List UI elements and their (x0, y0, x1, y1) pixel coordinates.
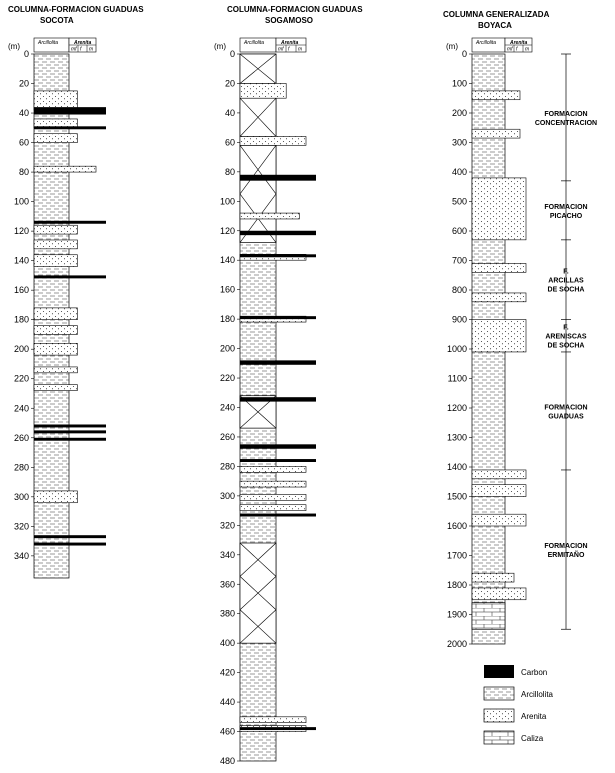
sandstone-bed (472, 588, 526, 600)
sandstone-bed (240, 494, 306, 500)
depth-tick-label: 320 (219, 520, 235, 531)
depth-tick-label: 400 (451, 167, 467, 177)
legend-label-argillite: Arcillolita (521, 690, 554, 699)
column-title-line2: SOCOTA (40, 16, 74, 25)
sandstone-bed (240, 83, 286, 98)
coal-bed (240, 360, 316, 364)
sandstone-bed (34, 166, 96, 172)
sandstone-bed (34, 491, 77, 503)
depth-tick-label: 1800 (446, 580, 467, 590)
sandstone-bed (472, 320, 526, 352)
sandstone-bed (472, 263, 526, 272)
coal-bed (240, 231, 316, 235)
sandstone-bed (472, 514, 526, 526)
coal-bed (240, 727, 316, 730)
depth-tick-label: 900 (451, 314, 467, 325)
sandstone-bed (240, 717, 306, 723)
column-title-line2: BOYACA (478, 21, 512, 30)
depth-tick-label: 260 (13, 432, 29, 443)
column-body (446, 38, 597, 649)
depth-tick-label: 1300 (446, 432, 467, 443)
formation-label: FORMACION CONCENTRACION (534, 110, 598, 127)
sandstone-bed (34, 255, 77, 267)
depth-tick-label: 40 (18, 108, 29, 119)
coal-bed (34, 430, 106, 433)
coal-bed (240, 175, 316, 181)
grain-size-label: mf (71, 46, 77, 53)
depth-tick-label: 60 (224, 137, 235, 148)
depth-tick-label: 240 (13, 403, 29, 414)
coal-bed (34, 424, 106, 427)
covered-interval (240, 145, 276, 242)
depth-tick-label: 1100 (447, 373, 467, 384)
column-sogamoso (214, 5, 363, 766)
limestone-bed (472, 603, 505, 630)
grain-size-label: m (89, 46, 94, 53)
depth-tick-label: 300 (219, 490, 235, 501)
sandstone-bed (472, 573, 514, 582)
sandstone-bed (34, 134, 77, 143)
depth-tick-label: 1900 (446, 609, 467, 620)
coal-bed (240, 397, 316, 401)
coal-bed (34, 126, 106, 129)
coal-bed (240, 444, 316, 448)
depth-tick-label: 100 (451, 78, 467, 89)
formation-label: F. ARCILLAS DE SOCHA (547, 268, 585, 294)
depth-tick-label: 1000 (446, 344, 467, 354)
coal-bed (34, 275, 106, 278)
formation-label: F. ARENISCAS DE SOCHA (545, 324, 587, 350)
depth-tick-label: 160 (13, 285, 29, 296)
sandstone-bed (240, 136, 306, 145)
depth-tick-label: 340 (219, 549, 235, 560)
header-sandstone-label: Arenita (74, 40, 92, 46)
depth-tick-label: 60 (18, 137, 29, 148)
depth-unit-label: (m) (8, 42, 20, 51)
depth-tick-label: 360 (219, 579, 235, 590)
depth-tick-label: 400 (219, 638, 235, 649)
legend-swatch-limestone (484, 731, 514, 744)
depth-tick-label: 500 (451, 196, 467, 207)
legend-swatch-argillite (484, 687, 514, 700)
depth-tick-label: 280 (13, 462, 29, 473)
depth-tick-label: 1700 (446, 550, 467, 561)
grain-size-label: mf (278, 46, 284, 53)
depth-tick-label: 380 (219, 608, 235, 619)
depth-tick-label: 80 (18, 167, 29, 178)
coal-bed (34, 535, 106, 538)
depth-tick-label: 200 (451, 108, 467, 118)
depth-tick-label: 200 (13, 344, 29, 355)
depth-tick-label: 480 (219, 756, 235, 766)
sandstone-bed (472, 178, 526, 240)
depth-tick-label: 0 (229, 49, 235, 59)
legend-label-sandstone: Arenita (521, 712, 547, 721)
depth-tick-label: 180 (13, 314, 29, 325)
depth-tick-label: 440 (219, 697, 235, 708)
sandstone-bed (472, 91, 520, 100)
header-argillite-label: Arcillolita (476, 40, 497, 46)
depth-tick-label: 180 (219, 314, 235, 325)
depth-tick-label: 600 (451, 226, 467, 236)
depth-tick-label: 100 (219, 196, 235, 207)
header-sandstone-label: Arenita (510, 40, 528, 46)
depth-tick-label: 220 (219, 373, 235, 384)
sandstone-bed (34, 343, 77, 355)
sandstone-bed (34, 367, 77, 373)
depth-tick-label: 20 (18, 78, 29, 89)
column-title-line1: COLUMNA-FORMACION GUADUAS (227, 5, 363, 14)
depth-tick-label: 120 (219, 225, 235, 236)
coal-bed (34, 107, 106, 114)
coal-bed (240, 254, 316, 257)
depth-tick-label: 340 (13, 550, 29, 561)
sandstone-bed (472, 470, 526, 479)
formation-label: FORMACION PICACHO (544, 203, 588, 220)
coal-bed (240, 316, 316, 319)
depth-tick-label: 2000 (446, 639, 467, 649)
depth-tick-label: 1200 (446, 403, 467, 413)
depth-tick-label: 320 (13, 521, 29, 532)
depth-tick-label: 280 (219, 461, 235, 472)
column-boyaca (443, 10, 597, 649)
depth-tick-label: 300 (451, 137, 467, 148)
formation-label: FORMACION GUADUAS (544, 404, 588, 421)
header-argillite-label: Arcillolita (38, 40, 59, 46)
grain-size-label: f (516, 46, 518, 53)
column-socota (8, 5, 144, 578)
header-sandstone-label: Arenita (281, 40, 299, 46)
column-title-line2: SOGAMOSO (265, 16, 314, 25)
sandstone-bed (34, 225, 77, 234)
sandstone-bed (34, 240, 77, 249)
coal-bed (34, 438, 106, 441)
column-title-line1: COLUMNA GENERALIZADA (443, 10, 550, 19)
depth-tick-label: 700 (451, 255, 467, 266)
sandstone-bed (472, 485, 526, 497)
grain-size-label: mf (507, 46, 513, 53)
depth-tick-label: 120 (13, 226, 29, 237)
sandstone-bed (34, 308, 77, 320)
sandstone-bed (472, 129, 520, 138)
depth-tick-label: 20 (224, 78, 235, 89)
grain-size-label: f (288, 46, 290, 53)
depth-tick-label: 140 (219, 255, 235, 266)
depth-tick-label: 100 (13, 196, 29, 207)
depth-tick-label: 460 (219, 726, 235, 737)
depth-tick-label: 220 (13, 373, 29, 384)
depth-tick-label: 240 (219, 402, 235, 413)
depth-tick-label: 140 (13, 255, 29, 266)
depth-tick-label: 40 (224, 107, 235, 118)
header-argillite-label: Arcillolita (244, 40, 265, 46)
legend-swatch-coal (484, 665, 514, 678)
sandstone-bed (34, 326, 77, 335)
depth-tick-label: 80 (224, 166, 235, 177)
depth-unit-label: (m) (214, 42, 226, 51)
depth-tick-label: 0 (23, 49, 29, 59)
depth-tick-label: 160 (219, 284, 235, 295)
depth-tick-label: 1600 (446, 521, 467, 531)
column-body (214, 38, 316, 766)
legend-label-coal: Carbon (521, 668, 548, 677)
depth-tick-label: 1500 (446, 491, 467, 502)
column-body (8, 38, 106, 578)
grain-size-label: f (80, 46, 82, 53)
depth-tick-label: 0 (461, 49, 467, 59)
coal-bed (34, 221, 106, 224)
depth-tick-label: 800 (451, 285, 467, 295)
depth-unit-label: (m) (446, 42, 458, 51)
legend-swatch-sandstone (484, 709, 514, 722)
depth-tick-label: 200 (219, 343, 235, 354)
depth-tick-label: 1400 (446, 462, 467, 472)
grain-size-label: m (525, 46, 530, 53)
legend-label-limestone: Caliza (521, 734, 544, 743)
depth-tick-label: 260 (219, 431, 235, 442)
column-title-line1: COLUMNA-FORMACION GUADUAS (8, 5, 144, 14)
legend (484, 665, 554, 744)
sandstone-bed (34, 385, 77, 391)
sandstone-bed (240, 213, 299, 219)
coal-bed (240, 514, 316, 517)
grain-size-label: m (298, 46, 303, 53)
depth-tick-label: 420 (219, 667, 235, 678)
sandstone-bed (240, 505, 306, 511)
sandstone-bed (240, 466, 306, 472)
formation-label: FORMACION ERMITAÑO (544, 543, 588, 560)
sandstone-bed (240, 481, 306, 487)
depth-tick-label: 300 (13, 491, 29, 502)
sandstone-bed (472, 293, 526, 302)
coal-bed (240, 459, 316, 462)
coal-bed (34, 543, 106, 546)
